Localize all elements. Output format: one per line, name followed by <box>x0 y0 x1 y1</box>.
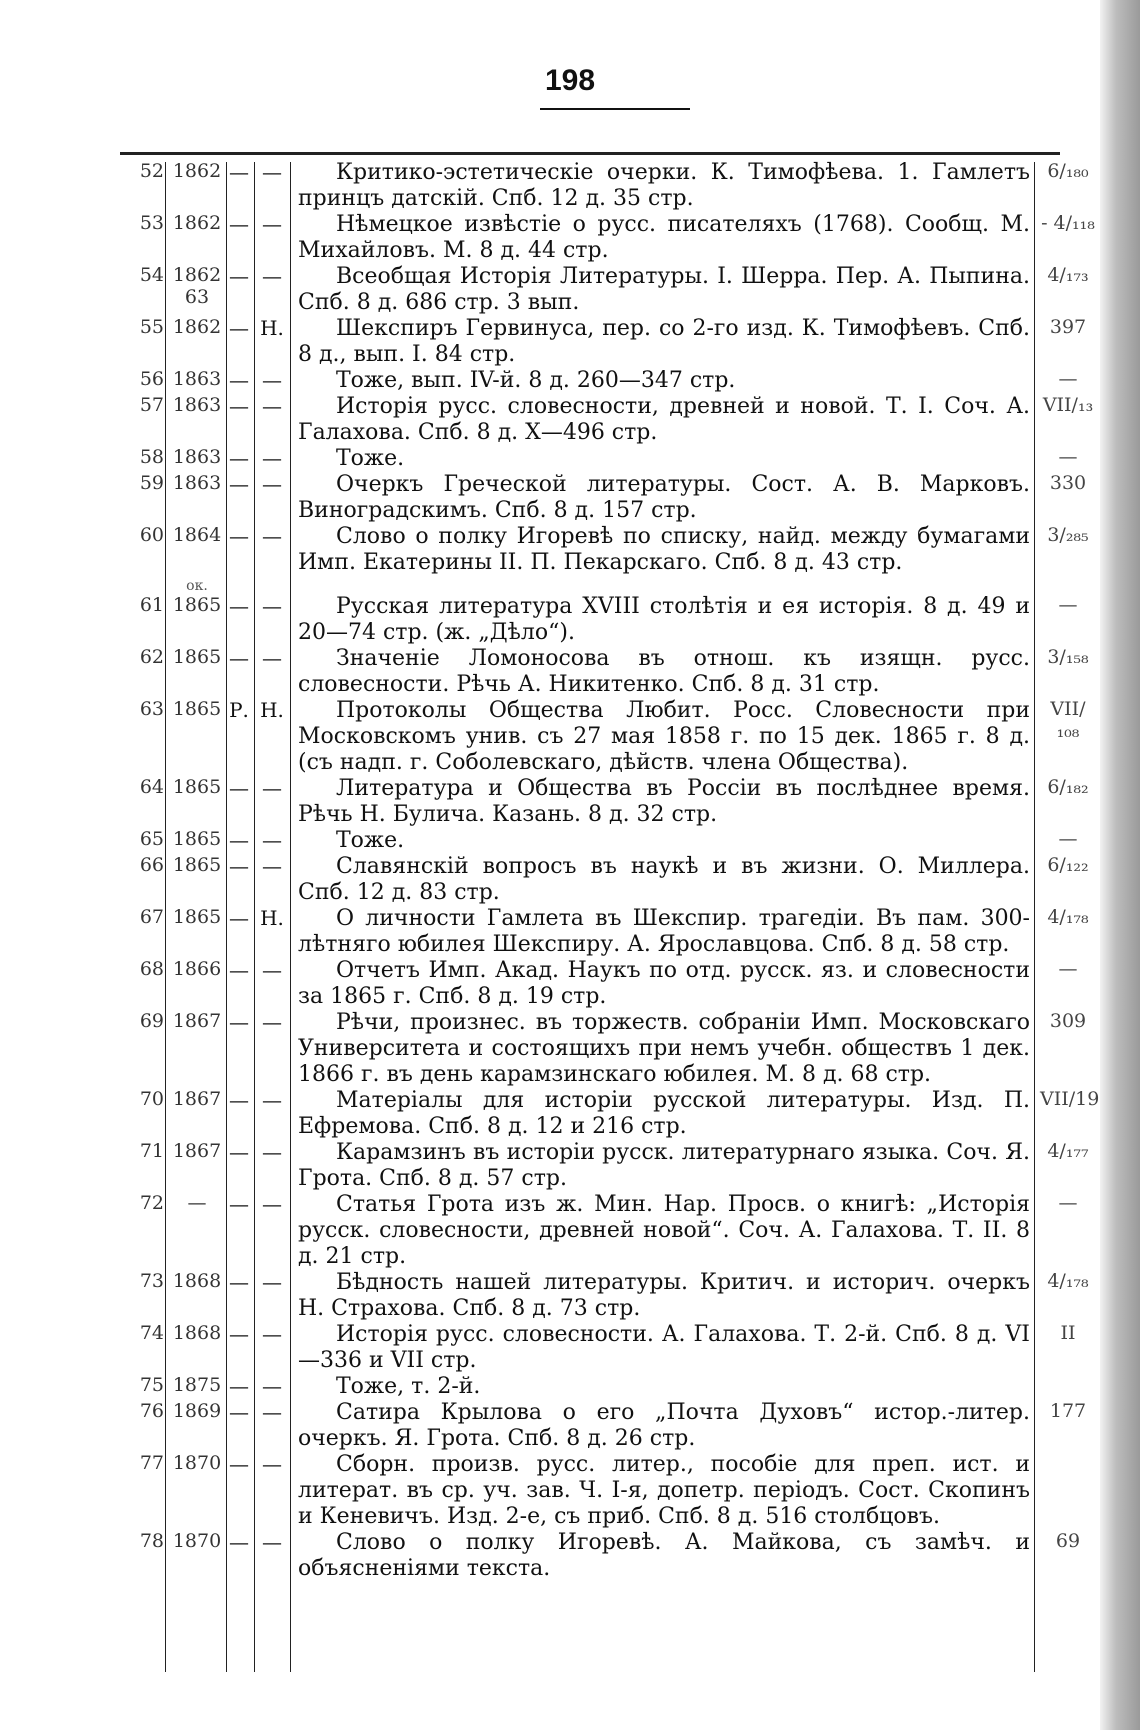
entry-text: Матеріалы для исторіи русской литературы. Изд. П. Ефремова. Спб. 8 д. 12 и 216 стр. <box>298 1088 1030 1139</box>
table-row <box>0 264 1100 316</box>
entry-year: 1867 <box>172 1088 222 1110</box>
entry-flag-2: — <box>262 446 282 470</box>
entry-price: — <box>1058 368 1078 390</box>
entry-price: VII/₁₃ <box>1042 394 1094 416</box>
entry-year: 1869 <box>172 1400 222 1422</box>
table-row <box>0 472 1100 524</box>
entry-year-note: ок. <box>186 578 208 594</box>
entry-flag-1: — <box>229 828 249 852</box>
entry-price: — <box>1058 828 1078 850</box>
table-row <box>0 1530 1100 1582</box>
entry-number: 55 <box>139 316 164 338</box>
entry-text: О личности Гамлета въ Шекспир. трагедіи. Въ пам. 300-лѣтняго юбилея Шекспиру. А. Ярославцова. Спб. 8 д. 58 стр. <box>298 906 1030 957</box>
table-row <box>0 906 1100 958</box>
entry-flag-1: — <box>229 1270 249 1294</box>
entry-text: Отчетъ Имп. Акад. Наукъ по отд. русск. яз. и словесности за 1865 г. Спб. 8 д. 19 стр. <box>298 958 1030 1009</box>
entry-year: 1867 <box>172 1140 222 1162</box>
entry-price: VII/₁₀₈ <box>1050 698 1086 742</box>
entry-year: — <box>187 1192 207 1214</box>
entry-price: — <box>1058 594 1078 616</box>
entry-flag-2: — <box>262 958 282 982</box>
entry-flag-1: — <box>229 1452 249 1476</box>
table-row <box>0 1400 1100 1452</box>
entry-year: 1867 <box>172 1010 222 1032</box>
entry-price: — <box>1058 958 1078 980</box>
entry-year: 1866 <box>172 958 222 980</box>
entry-text: Слово о полку Игоревѣ. А. Майкова, съ замѣч. и объясненіями текста. <box>298 1530 1030 1581</box>
entry-number: 64 <box>139 776 164 798</box>
entry-price: 309 <box>1049 1010 1087 1032</box>
entry-number: 52 <box>139 160 164 182</box>
entry-flag-1: — <box>229 906 249 930</box>
entry-flag-1: — <box>229 646 249 670</box>
table-row <box>0 776 1100 828</box>
entry-text: Сатира Крылова о его „Почта Духовъ“ истор.-литер. очеркъ. Я. Грота. Спб. 8 д. 26 стр. <box>298 1400 1030 1451</box>
entry-flag-1: — <box>229 394 249 418</box>
entry-flag-2: — <box>262 1140 282 1164</box>
entry-text: Критико-эстетическіе очерки. К. Тимофѣева. 1. Гамлетъ принцъ датскій. Спб. 12 д. 35 стр. <box>298 160 1030 211</box>
entry-flag-1: — <box>229 472 249 496</box>
entry-year: 1870 <box>172 1530 222 1552</box>
entry-flag-1: — <box>229 212 249 236</box>
entry-flag-2: — <box>262 1010 282 1034</box>
entry-flag-1: — <box>229 1322 249 1346</box>
entry-number: 54 <box>139 264 164 286</box>
table-row <box>0 578 1100 646</box>
entry-flag-2: — <box>262 1270 282 1294</box>
entry-number: 56 <box>139 368 164 390</box>
entry-text: Русская литература XVIII столѣтія и ея исторія. 8 д. 49 и 20—74 стр. (ж. „Дѣло“). <box>298 594 1030 645</box>
table-row <box>0 698 1100 776</box>
entry-flag-2: — <box>262 854 282 878</box>
entry-flag-2: — <box>262 1322 282 1346</box>
entry-flag-2: — <box>262 594 282 618</box>
entry-flag-2: Н. <box>260 698 284 722</box>
entry-number: 61 <box>139 594 164 616</box>
entry-flag-2: — <box>262 1400 282 1424</box>
table-row <box>0 1452 1100 1530</box>
entry-price: 330 <box>1049 472 1087 494</box>
entry-text: Бѣдность нашей литературы. Критич. и историч. очеркъ Н. Страхова. Спб. 8 д. 73 стр. <box>298 1270 1030 1321</box>
entry-flag-2: — <box>262 472 282 496</box>
entry-year: 1864 <box>172 524 222 546</box>
entry-year: 1865 <box>172 698 222 720</box>
entry-year: 1868 <box>172 1270 222 1292</box>
entry-number: 71 <box>139 1140 164 1162</box>
page-number-rule <box>540 108 690 110</box>
entry-text: Тоже. <box>336 828 405 853</box>
entry-flag-2: — <box>262 646 282 670</box>
entry-text: Тоже, вып. IV-й. 8 д. 260—347 стр. <box>336 368 736 393</box>
table-row <box>0 828 1100 854</box>
entry-flag-1: — <box>229 264 249 288</box>
entry-flag-1: — <box>229 524 249 548</box>
entry-flag-1: — <box>229 958 249 982</box>
entry-flag-1: — <box>229 1192 249 1216</box>
entry-number: 57 <box>139 394 164 416</box>
entry-number: 66 <box>139 854 164 876</box>
entry-flag-1: — <box>229 1010 249 1034</box>
entry-flag-1: — <box>229 1530 249 1554</box>
entry-flag-1: — <box>229 776 249 800</box>
entry-number: 72 <box>139 1192 164 1214</box>
entry-flag-1: — <box>229 1400 249 1424</box>
table-top-rule <box>120 152 1060 155</box>
entry-year: 1862 <box>172 160 222 182</box>
entry-flag-1: — <box>229 368 249 392</box>
entry-price: 3/₁₅₈ <box>1047 646 1089 668</box>
entry-price: 4/₁₇₈ <box>1047 1270 1089 1292</box>
entry-flag-2: — <box>262 1192 282 1216</box>
entry-flag-1: — <box>229 854 249 878</box>
entry-number: 73 <box>139 1270 164 1292</box>
entry-year: 1865 <box>172 906 222 928</box>
entry-flag-2: — <box>262 394 282 418</box>
table-row <box>0 1192 1100 1270</box>
entry-flag-1: — <box>229 446 249 470</box>
table-row <box>0 1140 1100 1192</box>
entry-price: 4/₁₇₇ <box>1047 1140 1089 1162</box>
table-row <box>0 1088 1100 1140</box>
entry-text: Нѣмецкое извѣстіе о русс. писателяхъ (1768). Сообщ. М. Михайловъ. М. 8 д. 44 стр. <box>298 212 1030 263</box>
table-row <box>0 316 1100 368</box>
entry-year: 1865 <box>172 828 222 850</box>
entry-price: 6/₁₈₂ <box>1047 776 1089 798</box>
entry-text: Славянскій вопросъ въ наукѣ и въ жизни. О. Миллера. Спб. 12 д. 83 стр. <box>298 854 1030 905</box>
entry-year: 1865 <box>172 776 222 798</box>
page-number: 198 <box>544 64 596 97</box>
table-row <box>0 1374 1100 1400</box>
entry-flag-2: — <box>262 1530 282 1554</box>
entry-year: 1865 <box>172 646 222 668</box>
table-row <box>0 646 1100 698</box>
entry-year: 1870 <box>172 1452 222 1474</box>
entry-number: 69 <box>139 1010 164 1032</box>
entry-flag-1: — <box>229 160 249 184</box>
entry-price: 6/₁₂₂ <box>1047 854 1089 876</box>
entry-text: Карамзинъ въ исторіи русск. литературнаго языка. Соч. Я. Грота. Спб. 8 д. 57 стр. <box>298 1140 1030 1191</box>
table-row <box>0 1322 1100 1374</box>
book-spine-shadow <box>1100 0 1140 1730</box>
entry-flag-2: — <box>262 1374 282 1398</box>
entry-text: Шекспиръ Гервинуса, пер. со 2-го изд. К. Тимофѣевъ. Спб. 8 д., вып. I. 84 стр. <box>298 316 1030 367</box>
entry-flag-1: — <box>229 1088 249 1112</box>
entry-flag-2: — <box>262 264 282 288</box>
entry-flag-1: Р. <box>229 698 249 722</box>
table-row <box>0 1010 1100 1088</box>
table-row <box>0 446 1100 472</box>
entry-text: Исторія русс. словесности. А. Галахова. Т. 2-й. Спб. 8 д. VI—336 и VII стр. <box>298 1322 1030 1373</box>
table-row <box>0 854 1100 906</box>
entry-year: 1863 <box>172 394 222 416</box>
entry-flag-2: Н. <box>260 316 284 340</box>
entry-flag-2: — <box>262 1452 282 1476</box>
entry-flag-2: — <box>262 524 282 548</box>
entry-text: Значеніе Ломоносова въ отнош. къ изящн. русс. словесности. Рѣчь А. Никитенко. Спб. 8 д. 31 стр. <box>298 646 1030 697</box>
entry-price: — <box>1058 1192 1078 1214</box>
entry-number: 76 <box>139 1400 164 1422</box>
entry-year: 1868 <box>172 1322 222 1344</box>
table-row <box>0 524 1100 576</box>
entry-year: 1862 <box>172 212 222 234</box>
entry-price: 177 <box>1049 1400 1087 1422</box>
table-row <box>0 368 1100 394</box>
entry-text: Слово о полку Игоревѣ по списку, найд. между бумагами Имп. Екатерины II. П. Пекарскаго. Спб. 8 д. 43 стр. <box>298 524 1030 575</box>
entry-flag-2: — <box>262 212 282 236</box>
entry-year: 1863 <box>172 446 222 468</box>
entry-year: 1865 <box>172 854 222 876</box>
table-row <box>0 958 1100 1010</box>
entry-flag-1: — <box>229 1140 249 1164</box>
entry-year: 1862 63 <box>172 264 222 308</box>
entry-text: Всеобщая Исторія Литературы. I. Шерра. Пер. А. Пыпина. Спб. 8 д. 686 стр. 3 вып. <box>298 264 1030 315</box>
table-row <box>0 394 1100 446</box>
entry-flag-1: — <box>229 594 249 618</box>
entry-year: 1862 <box>172 316 222 338</box>
entry-flag-1: — <box>229 1374 249 1398</box>
entry-flag-2: — <box>262 160 282 184</box>
entry-price: VII/19 <box>1040 1088 1100 1110</box>
entry-price: 397 <box>1049 316 1087 338</box>
entry-number: 77 <box>139 1452 164 1474</box>
entry-flag-2: — <box>262 828 282 852</box>
entry-number: 60 <box>139 524 164 546</box>
entry-number: 74 <box>139 1322 164 1344</box>
entry-number: 70 <box>139 1088 164 1110</box>
entry-number: 68 <box>139 958 164 980</box>
entry-price: 69 <box>1055 1530 1081 1552</box>
entry-number: 53 <box>139 212 164 234</box>
entry-flag-2: — <box>262 776 282 800</box>
entry-text: Рѣчи, произнес. въ торжеств. собраніи Имп. Московскаго Университета и состоящихъ при немъ учебн. обществъ 1 дек. 1866 г. въ день карамзинскаго юбилея. М. 8 д. 68 стр. <box>298 1010 1030 1087</box>
table-row <box>0 1270 1100 1322</box>
entry-text: Литература и Общества въ Россіи въ послѣднее время. Рѣчь Н. Булича. Казань. 8 д. 32 стр. <box>298 776 1030 827</box>
entry-price: 4/₁₇₈ <box>1047 906 1089 928</box>
entry-text: Очеркъ Греческой литературы. Сост. А. В. Марковъ. Виноградскимъ. Спб. 8 д. 157 стр. <box>298 472 1030 523</box>
entry-year: 1865 <box>172 594 222 616</box>
entry-flag-2: — <box>262 1088 282 1112</box>
entry-year: 1875 <box>172 1374 222 1396</box>
entry-year: 1863 <box>172 368 222 390</box>
entry-price: 6/₁₈₀ <box>1047 160 1089 182</box>
entries-table <box>0 160 1100 1582</box>
entry-price: II <box>1060 1322 1076 1344</box>
entry-text: Статья Грота изъ ж. Мин. Нар. Просв. о книгѣ: „Исторія русск. словесности, древней новой“. Соч. А. Галахова. Т. II. 8 д. 21 стр. <box>298 1192 1030 1269</box>
entry-number: 63 <box>139 698 164 720</box>
entry-number: 75 <box>139 1374 164 1396</box>
entry-number: 59 <box>139 472 164 494</box>
entry-text: Тоже. <box>336 446 405 471</box>
entry-number: 65 <box>139 828 164 850</box>
entry-price: 4/₁₇₃ <box>1047 264 1089 286</box>
entry-flag-1: — <box>229 316 249 340</box>
entry-text: Тоже, т. 2-й. <box>336 1374 481 1399</box>
entry-price: — <box>1058 446 1078 468</box>
entry-flag-2: — <box>262 368 282 392</box>
table-row <box>0 160 1100 212</box>
entry-price: - 4/₁₁₈ <box>1041 212 1095 234</box>
entry-number: 58 <box>139 446 164 468</box>
entry-number: 78 <box>139 1530 164 1552</box>
entry-price: 3/₂₈₅ <box>1047 524 1089 546</box>
table-row <box>0 212 1100 264</box>
entry-text: Исторія русс. словесности, древней и новой. Т. I. Соч. А. Галахова. Спб. 8 д. X—496 стр. <box>298 394 1030 445</box>
entry-flag-2: Н. <box>260 906 284 930</box>
entry-number: 67 <box>139 906 164 928</box>
entry-text: Сборн. произв. русс. литер., пособіе для преп. ист. и литерат. въ ср. уч. зав. Ч. I-я, допетр. періодъ. Сост. Скопинъ и Кеневичъ. Изд. 2-е, съ приб. Спб. 8 д. 516 столбцовъ. <box>298 1452 1030 1529</box>
entry-year: 1863 <box>172 472 222 494</box>
entry-text: Протоколы Общества Любит. Росс. Словесности при Московскомъ унив. съ 27 мая 1858 г. по 15 дек. 1865 г. 8 д. (съ надп. г. Соболевскаго, дѣйств. члена Общества). <box>298 698 1030 775</box>
entry-number: 62 <box>139 646 164 668</box>
